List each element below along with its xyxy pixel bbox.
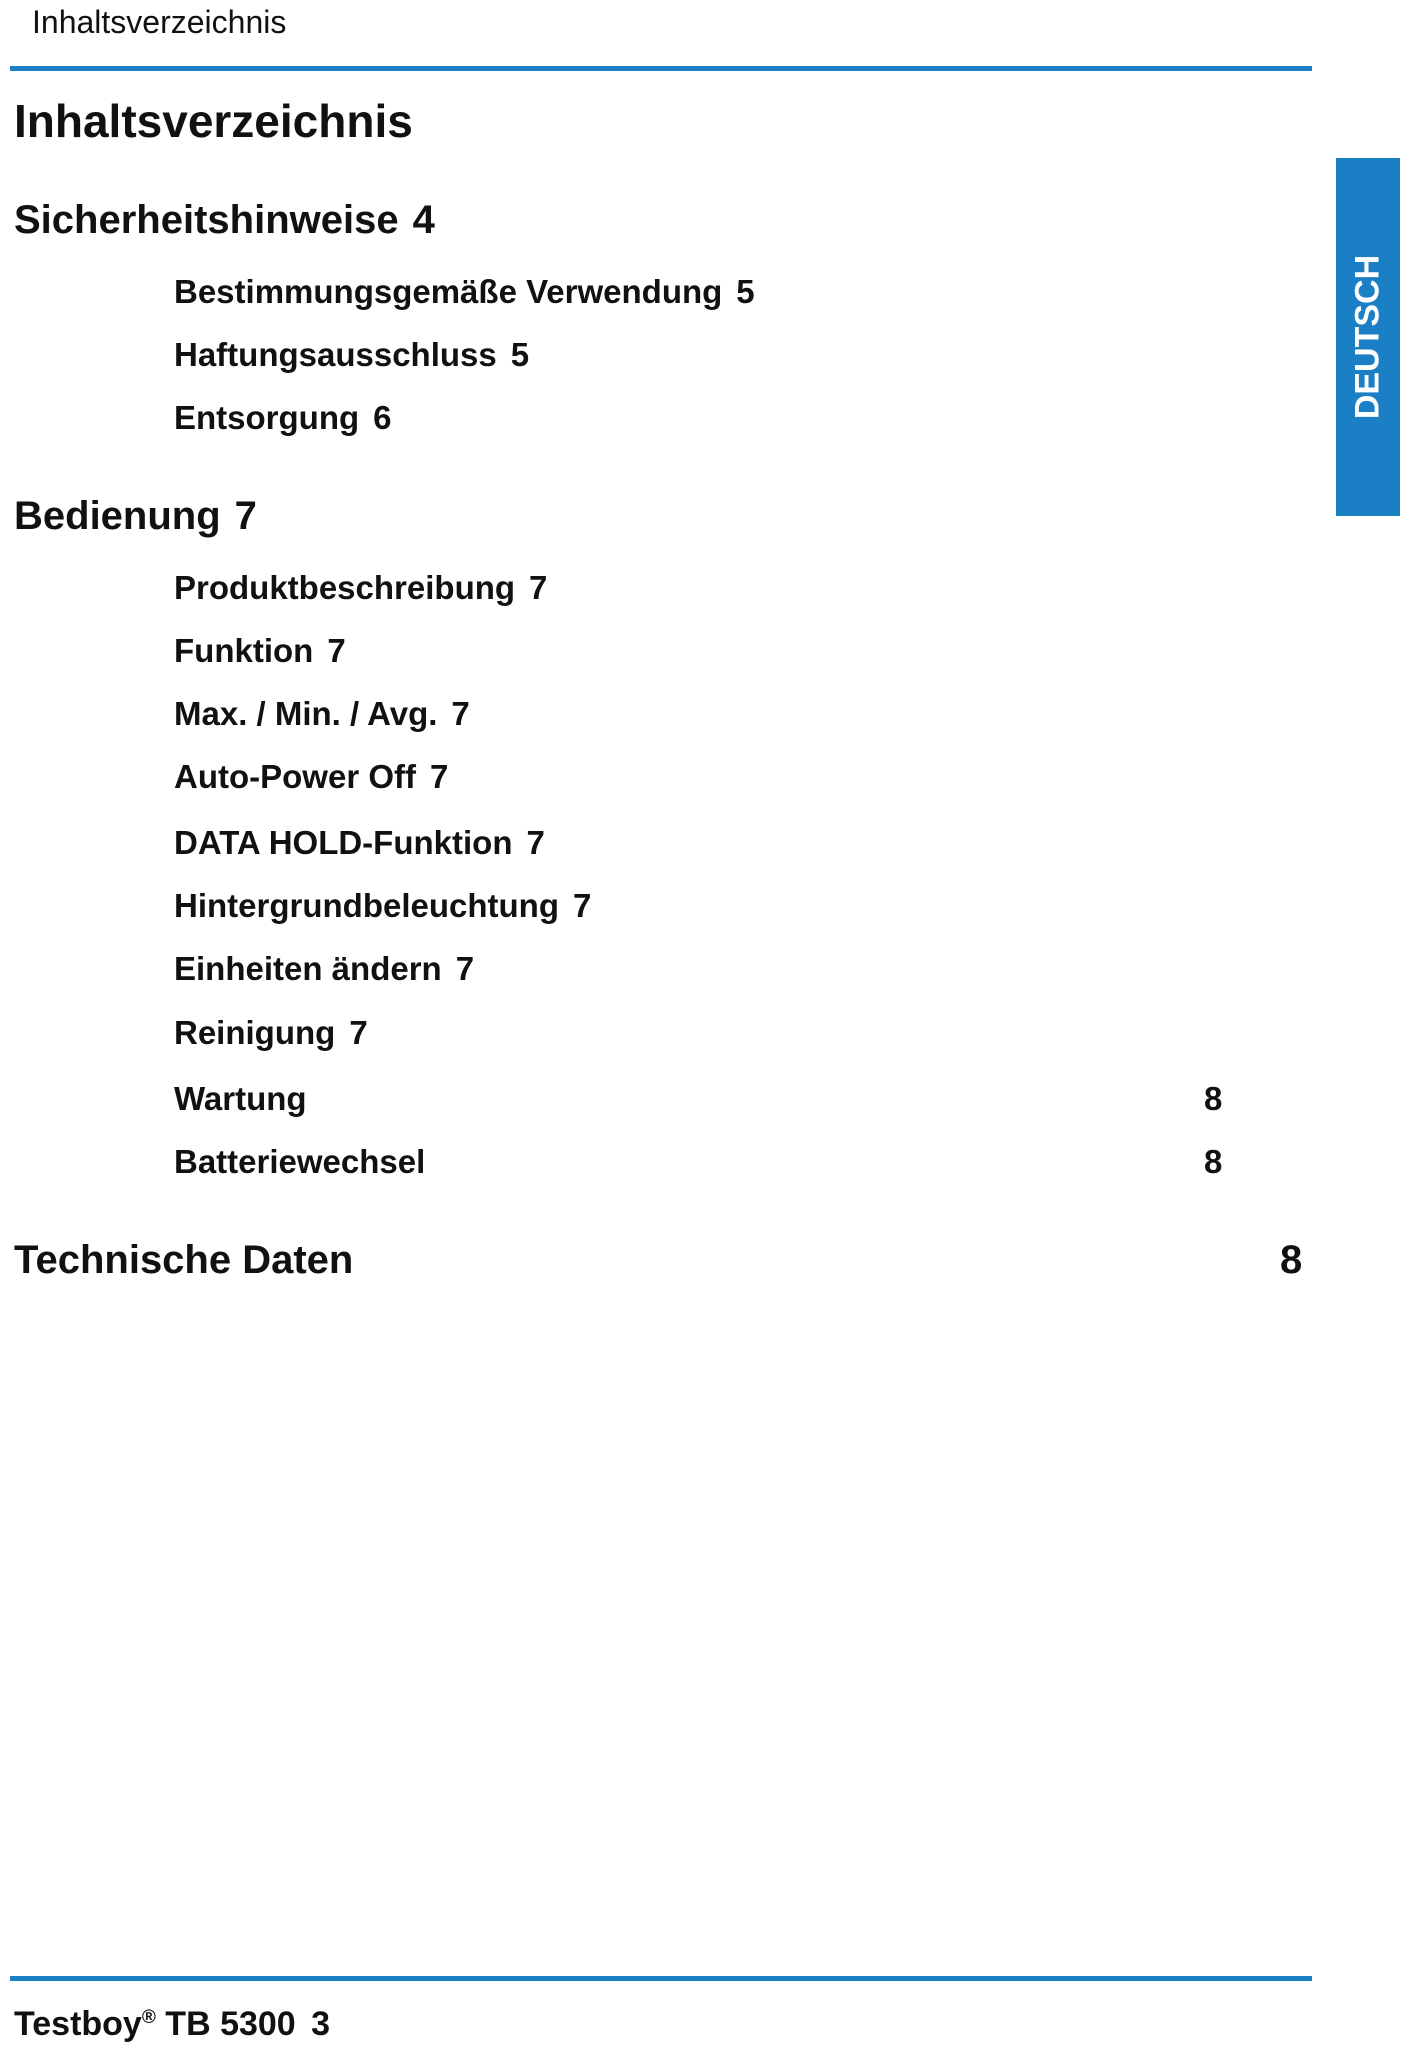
page-footer: [14, 2005, 330, 2044]
toc-entry-title: Reinigung: [174, 1014, 336, 1051]
toc-section-bedienung[interactable]: [14, 494, 257, 539]
toc-entry[interactable]: [174, 336, 529, 374]
toc-entry[interactable]: [174, 1143, 1224, 1181]
toc-entry[interactable]: [174, 887, 591, 925]
toc-page-number: 7: [349, 1014, 368, 1051]
toc-page-number: 8: [1204, 1143, 1223, 1180]
toc-entry[interactable]: [174, 824, 545, 862]
toc-entry[interactable]: [174, 950, 474, 988]
toc-page-number: 7: [451, 695, 470, 732]
toc-entry[interactable]: [174, 273, 755, 311]
toc-entry-title: Max. / Min. / Avg.: [174, 695, 438, 732]
toc-entry[interactable]: [174, 569, 547, 607]
toc-page-number: 7: [526, 824, 545, 861]
toc-page-number: 6: [373, 399, 392, 436]
toc-entry-title: Hintergrundbeleuchtung: [174, 887, 559, 924]
toc-section-title: Bedienung: [14, 494, 221, 538]
running-header: Inhaltsverzeichnis: [32, 4, 287, 40]
toc-entry[interactable]: [174, 1014, 368, 1052]
toc-page-number: 7: [234, 494, 257, 538]
toc-entry-title: DATA HOLD-Funktion: [174, 824, 513, 861]
toc-entry[interactable]: [174, 399, 392, 437]
toc-page-number: 4: [412, 198, 435, 242]
toc-entry[interactable]: [174, 758, 448, 796]
toc-entry-title: Wartung: [174, 1080, 307, 1117]
toc-entry[interactable]: [174, 1080, 1224, 1118]
footer-page-number: 3: [311, 2005, 331, 2043]
footer-model: TB 5300: [165, 2005, 296, 2043]
toc-entry-title: Batteriewechsel: [174, 1143, 426, 1180]
toc-page-number: 7: [572, 887, 592, 924]
toc-page-number: 7: [455, 950, 475, 987]
header-rule: [10, 66, 1312, 71]
language-tab: [1336, 158, 1400, 516]
footer-brand: Testboy: [14, 2005, 142, 2043]
toc-entry-title: Funktion: [174, 632, 314, 669]
toc-entry[interactable]: [174, 632, 346, 670]
toc-page-number: 5: [736, 273, 755, 310]
toc-entry-title: Auto-Power Off: [174, 758, 416, 795]
toc-entry-title: Einheiten ändern: [174, 950, 442, 987]
toc-entry[interactable]: [174, 695, 470, 733]
toc-section-technische-daten[interactable]: [14, 1238, 1314, 1283]
toc-entry-title: Produktbeschreibung: [174, 569, 516, 606]
toc-page-number: 7: [529, 569, 548, 606]
toc-section-sicherheitshinweise[interactable]: [14, 198, 435, 243]
toc-page-number: 8: [1204, 1080, 1223, 1117]
toc-entry-title: Bestimmungsgemäße Verwendung: [174, 273, 723, 310]
toc-entry-title: Haftungsausschluss: [174, 336, 497, 373]
footer-rule: [10, 1976, 1312, 1981]
toc-section-title: Technische Daten: [14, 1238, 354, 1282]
language-tab-label: DEUTSCH: [1348, 254, 1387, 420]
toc-page-number: 7: [327, 632, 346, 669]
toc-page-number: 5: [510, 336, 530, 373]
toc-entry-title: Entsorgung: [174, 399, 360, 436]
toc-page-number: 7: [429, 758, 449, 795]
page-title: Inhaltsverzeichnis: [14, 95, 413, 147]
toc-section-title: Sicherheitshinweise: [14, 198, 399, 242]
toc-page-number: 8: [1280, 1238, 1303, 1282]
registered-mark: ®: [141, 2007, 156, 2028]
